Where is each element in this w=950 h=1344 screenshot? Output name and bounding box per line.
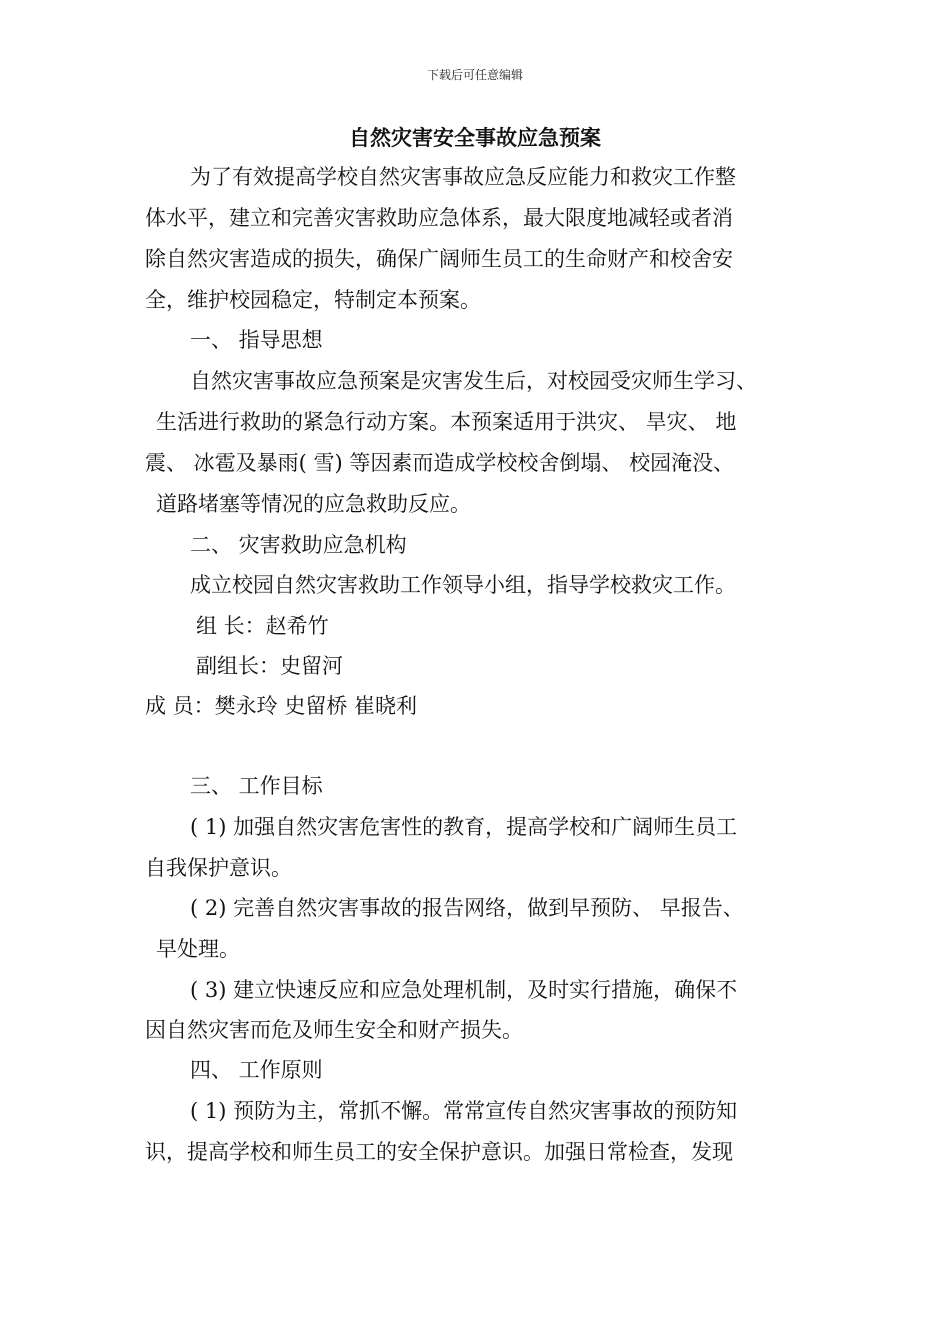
paragraph-line: 自我保护意识。 bbox=[145, 856, 292, 880]
paragraph-line: 震、 冰雹及暴雨( 雪) 等因素而造成学校校舍倒塌、 校园淹没、 bbox=[145, 451, 735, 475]
paragraph-line: 早处理。 bbox=[156, 937, 240, 961]
paragraph-line: 生活进行救助的紧急行动方案。本预案适用于洪灾、 旱灾、 地 bbox=[156, 410, 737, 434]
paragraph-line: ( 2) 完善自然灾害事故的报告网络，做到早预防、 早报告、 bbox=[190, 896, 744, 920]
paragraph-line: 为了有效提高学校自然灾害事故应急反应能力和救灾工作整 bbox=[190, 165, 736, 189]
paragraph-line: ( 1) 预防为主，常抓不懈。常常宣传自然灾害事故的预防知 bbox=[190, 1099, 738, 1123]
paragraph-line: 自然灾害事故应急预案是灾害发生后，对校园受灾师生学习、 bbox=[190, 369, 757, 393]
group-leader: 组 长：赵希竹 bbox=[196, 614, 329, 638]
section-heading: 一、 指导思想 bbox=[190, 328, 323, 352]
paragraph-line: ( 3) 建立快速反应和应急处理机制，及时实行措施，确保不 bbox=[190, 978, 738, 1002]
header-note: 下载后可任意编辑 bbox=[426, 68, 523, 82]
paragraph-line: 成立校园自然灾害救助工作领导小组，指导学校救灾工作。 bbox=[190, 573, 736, 597]
paragraph-line: 体水平，建立和完善灾害救助应急体系，最大限度地减轻或者消 bbox=[145, 206, 733, 230]
paragraph-line: 道路堵塞等情况的应急救助反应。 bbox=[156, 492, 471, 516]
section-heading: 三、 工作目标 bbox=[190, 774, 323, 798]
paragraph-line: 识，提高学校和师生员工的安全保护意识。加强日常检查，发现 bbox=[145, 1140, 733, 1164]
document-title: 自然灾害安全事故应急预案 bbox=[349, 125, 601, 150]
group-members: 成 员：樊永玲 史留桥 崔晓利 bbox=[145, 694, 418, 718]
section-heading: 四、 工作原则 bbox=[190, 1058, 323, 1082]
paragraph-line: 全，维护校园稳定，特制定本预案。 bbox=[145, 288, 481, 312]
deputy-leader: 副组长：史留河 bbox=[196, 654, 343, 678]
paragraph-line: 除自然灾害造成的损失，确保广阔师生员工的生命财产和校舍安 bbox=[145, 247, 733, 271]
paragraph-line: 因自然灾害而危及师生安全和财产损失。 bbox=[145, 1018, 523, 1042]
paragraph-line: ( 1) 加强自然灾害危害性的教育，提高学校和广阔师生员工 bbox=[190, 815, 738, 839]
section-heading: 二、 灾害救助应急机构 bbox=[190, 533, 407, 557]
